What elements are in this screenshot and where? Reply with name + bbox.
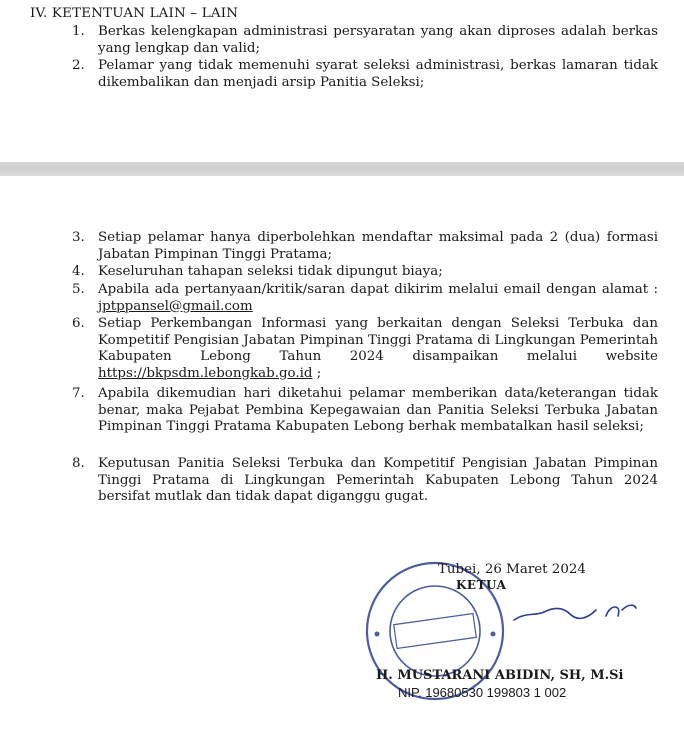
item-number: 1. [72,24,85,39]
signatory-name: H. MUSTARANI ABIDIN, SH, M.Si [376,668,624,683]
list-item [72,386,658,436]
section-title: IV. KETENTUAN LAIN – LAIN [30,6,239,21]
item-number: 2. [72,58,85,73]
item-number: 4. [72,264,85,279]
item-number: 5. [72,282,85,297]
item-number: 3. [72,230,85,245]
email-link[interactable]: jptppansel@gmail.com [98,298,253,314]
list-item [72,230,658,263]
list-item [72,316,658,382]
item-text-after: ; [312,365,322,381]
item-text: Keputusan Panitia Seleksi Terbuka dan Kompetitif Pengisian Jabatan Pimpinan Tinggi Pratama di Lingkungan Pemerintah Kabupaten Lebong Tahun 2024 bersifat mutlak dan tidak dapat diganggu gugat. [98,456,658,505]
item-number: 8. [72,456,85,471]
item-text: Apabila dikemudian hari diketahui pelamar memberikan data/keterangan tidak benar, maka Pejabat Pembina Kepegawaian dan Panitia Seleksi Terbuka Jabatan Pimpinan Tinggi Pratama Kabupaten Lebong berhak membatalkan hasil seleksi; [98,386,658,435]
website-link[interactable]: https://bkpsdm.lebongkab.go.id [98,365,313,381]
item-text: Setiap pelamar hanya diperbolehkan mendaftar maksimal pada 2 (dua) formasi Jabatan Pimpinan Tinggi Pratama; [98,230,658,262]
place-date: Tubei, 26 Maret 2024 [438,562,586,577]
page-gap [0,132,684,228]
item-text: Pelamar yang tidak memenuhi syarat seleksi administrasi, berkas lamaran tidak dikembalikan dan menjadi arsip Panitia Seleksi; [98,58,658,90]
signature-block [360,528,660,728]
item-number: 7. [72,386,85,401]
item-text-before: Setiap Perkembangan Informasi yang berkaitan dengan Seleksi Terbuka dan Kompetitif Pengisian Jabatan Pimpinan Tinggi Pratama di Lingkungan Pemerintah Kabupaten Lebong Tahun 2024 disampaikan melalui website [98,316,658,365]
item-text [98,282,658,315]
list-item [72,58,658,91]
handwritten-signature [510,590,640,630]
item-text-before: Apabila ada pertanyaan/kritik/saran dapat dikirim melalui email dengan alamat : [98,282,658,297]
signatory-nip: NIP. 19680530 199803 1 002 [398,685,567,700]
item-text: Keseluruhan tahapan seleksi tidak dipungut biaya; [98,264,443,279]
list-item [72,456,658,506]
list-item [72,24,658,57]
list-item [72,282,658,315]
item-text [98,316,658,382]
page-break-band [0,162,684,176]
signatory-role: KETUA [456,578,507,592]
list-item [72,264,658,281]
item-number: 6. [72,316,85,331]
item-text: Berkas kelengkapan administrasi persyaratan yang akan diproses adalah berkas yang lengkap dan valid; [98,24,658,56]
